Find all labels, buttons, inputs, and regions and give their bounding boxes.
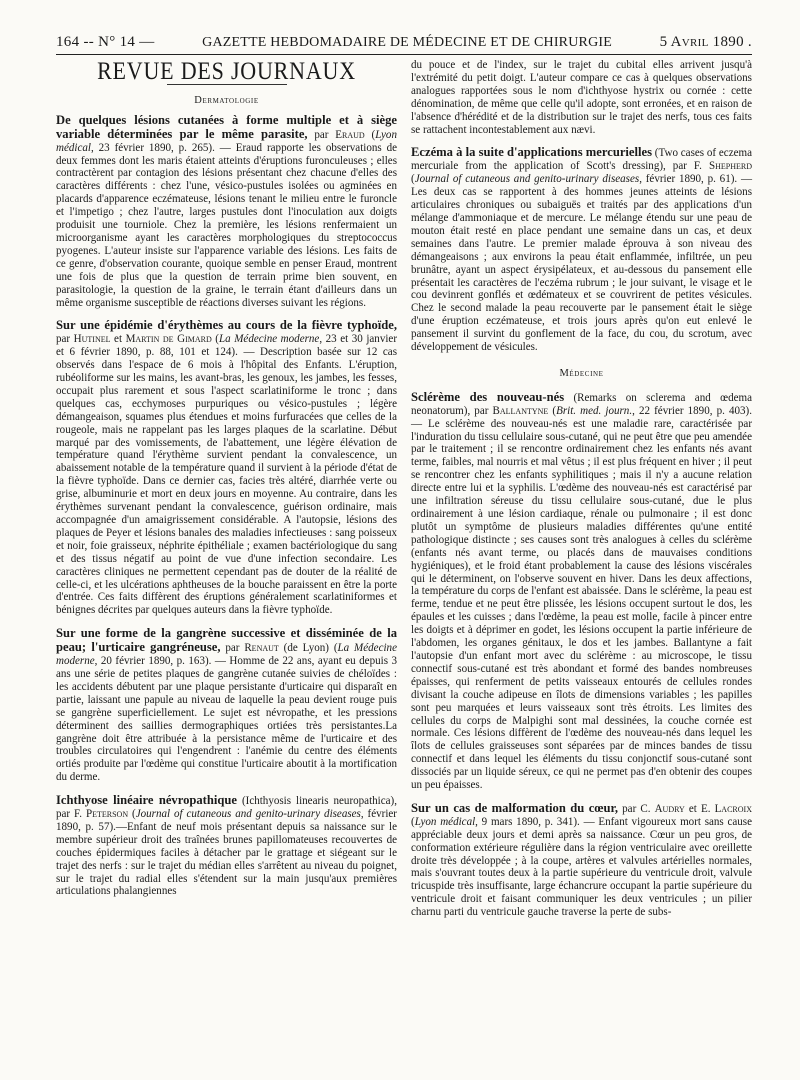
- article-title: Ichthyose linéaire névropathique: [56, 793, 237, 808]
- article-source: Lyon médical: [414, 815, 476, 828]
- source-open: (: [548, 404, 557, 417]
- article-author: Hutinel: [73, 333, 111, 346]
- article-reference: , 22 février 1890, p. 403).: [632, 404, 752, 417]
- article-body: —Enfant de neuf mois présentant depuis sa naissance sur le membre supérieur droit des traînées brunes papillomateuses recouvertes de couches épidermiques faciles à détacher par le grattage et siégeant sur le trajet des nerfs : sur le trajet du médian elles s'arrêtent au niveau du poignet, sur le trajet du radial elles s'étendent sur la main jusqu'aux premières articulations phalangiennes: [56, 820, 397, 898]
- two-column-body: [56, 55, 752, 929]
- article-source: La Médecine moderne: [219, 333, 320, 346]
- article-reference: , février 1890, p. 61).: [639, 173, 738, 186]
- article-body: — Homme de 22 ans, ayant eu depuis 3 ans une série de petites plaques de gangrène cutanée suivies de chéloïdes : les accidents débutent par une plaque persistante d'urticaire qui disparaît en partie, laissant une papule au niveau de laquelle la peau devient rouge puis se gangrène superficiellement. Le sujet est névropathe, et les pressions déterminent des saillies dermographiques ortiées très persistantes.La gangrène doit être attribuée à la persistance même de l'urticaire et des troubles circulatoires qui l'engendrent : l'anémie du centre des éléments ortiés produite par l'œdème qui constitue l'urticaire aboutit à la mortification du derme.: [56, 655, 397, 784]
- article-title: Sur un cas de malformation du cœur,: [411, 800, 619, 815]
- article-renaut: [56, 627, 397, 784]
- article-reference: , février 1890, p. 57).: [56, 808, 397, 833]
- article-ballantyne: [411, 391, 752, 792]
- rubric-dermatologie: Dermatologie: [194, 94, 259, 106]
- article-reference: , 20 février 1890, p. 163).: [94, 655, 212, 668]
- article-body: — Enfant vigoureux mort sans cause appréciable deux jours et demi après sa naissance. Cœur un peu gros, de conformation extérieure régulière dans la région ventriculaire avec oreillette droite très développée ; à la coupe, artères et valvules artérielles normales, mais s'ouvrant toutes deux à la partie supérieure du ventricule droit, valvule tricuspide très insuffisante, large échancrure occupant la partie supérieure du ventricule droit et faisant communiquer les deux ventricules ; un pilier charnu parti du ventricule gauche traverse la perte de subs-: [411, 815, 752, 919]
- source-open: (: [411, 173, 415, 186]
- left-column: [56, 55, 398, 929]
- article-author: Audry: [654, 802, 685, 815]
- article-peterson-continued: [411, 59, 752, 136]
- article-title-note: (Remarks on sclerema and œdema neonatorum), par: [411, 391, 752, 417]
- article-title: Sclérème des nouveau-nés: [411, 389, 565, 404]
- article-body: — Les deux cas se rapportent à des hommes jeunes atteints de lésions articulaires chroniques ou subaiguës et traités par des applications d'un mélange d'ammoniaque et de mercure. Le mélange étendu sur une peau de mouton était resté en place pendant une semaine dans un cas, et deux semaines dans l'autre. Le premier malade éprouva à son niveau des démangeaisons ; aux environs la peau était enflammée, infiltrée, un peu brunâtre, ayant un aspect érysipélateux, et au-dessous du pansement elle présentait les caractères de l'eczéma rubrum ; le jour suivant, le visage et le cou devinrent gonflés et œdémateux et se couvrirent de petites vésicules. Chez le second malade la peau recouverte par le pansement était le siège d'une éruption eczémateuse, et trois jours après qu'on eut enlevé le pansement il survint du gonflement de la face, du cou, du scrotum, avec développement de vésicules.: [411, 173, 752, 354]
- article-title: Eczéma à la suite d'applications mercurielles: [411, 145, 652, 160]
- article-source: Brit. med. journ.: [556, 404, 633, 417]
- article-title: De quelques lésions cutanées à forme multiple et à siège variable déterminées par le même parasite,: [56, 112, 397, 141]
- article-author: Ballantyne: [492, 404, 549, 417]
- source-open: (: [128, 808, 136, 821]
- article-author-2: Martin de Gimard: [125, 333, 212, 346]
- issue-date: 5 Avril 1890 .: [659, 34, 752, 50]
- article-peterson: [56, 794, 397, 898]
- article-by: par C.: [618, 802, 655, 815]
- article-title: Sur une épidémie d'érythèmes au cours de la fièvre typhoïde,: [56, 318, 397, 333]
- journal-title: GAZETTE HEBDOMADAIRE DE MÉDECINE ET DE CHIRURGIE: [202, 35, 612, 50]
- article-title-note: (Two cases of eczema mercuriale from the application of Scott's dressing), par F.: [411, 147, 752, 173]
- article-author-2: Lacroix: [714, 802, 752, 815]
- article-by: par: [56, 333, 74, 346]
- article-source: La Médecine moderne: [56, 642, 397, 668]
- article-reference: , 23 et 30 janvier et 6 février 1890, p. 88, 101 et 124).: [56, 333, 398, 359]
- article-hutinel: [56, 319, 397, 617]
- article-source: Journal of cutaneous and genito-urinary diseases: [414, 173, 640, 186]
- running-head: [56, 34, 752, 55]
- article-source: Lyon médical: [56, 128, 397, 154]
- article-author: Shepherd: [708, 160, 752, 173]
- section-title: REVUE DES JOURNAUX: [97, 55, 356, 85]
- rubric-medecine: Médecine: [559, 367, 604, 379]
- article-title: Sur une forme de la gangrène successive et disséminée de la peau; l'urticaire gangréneuse,: [56, 626, 397, 655]
- article-body: — Description basée sur 12 cas observés dans l'espace de 6 mois à l'hôpital des Enfants. L'éruption, rubéoliforme sur les mains, les avant-bras, les genoux, les jambes, les fesses, occupait plus rarement et sous l'aspect scarlatiniforme le tronc ; dans quelques cas, ecchymoses purpuriques ou vésico-pustules ; légère démangeaison, squames plus étendues et moins furfuracées que celles de la rougeole, mais ne rappelant pas les larges plaques de la scarlatine. Début marqué par des vomissements, de l'abattement, une légère élévation de température quand l'érythème survient pendant la convalescence, un abaissement notable de la température quand il survient à la période d'état de la fièvre typhoïde. Dans ce dernier cas, facies très altéré, diarrhée verte ou grise, albuminurie et mort en deux jours en moyenne. Au contraire, dans les érythèmes survenant pendant la convalescence, guérison ordinaire, mais accompagnée d'un amaigrissement considérable. A l'autopsie, lésions des plaques de Peyer et lésions banales des maladies infectieuses : sang poisseux et noir, foie graisseux, néphrite épithéliale ; examen bactériologique du sang et des tissus négatif au point de vue d'une infection secondaire. Les caractères cliniques ne permettent cependant pas de douter de la réalité de celle-ci, et les ulcérations aphtheuses de la bouche paraissent en être la porte d'entrée. Ces faits diffèrent des éruptions généralement scarlatiniformes et bénignes décrites par quelques auteurs dans la fièvre typhoïde.: [56, 346, 398, 617]
- article-shepherd: [411, 146, 752, 354]
- article-author: Renaut: [244, 642, 279, 655]
- article-body: — Le sclérème des nouveau-nés est une maladie rare, caractérisée par l'induration du tissu cellulaire sous-cutané, qui ne peut être que peu amendée par le traitement ; il se rencontre ordinairement chez les enfants nés avant terme, faibles, mal nourris et mal vêtus ; il est plus fréquent en hiver ; il peut se rencontrer chez les enfants syphilitiques ; mais il n'y a aucune relation directe entre lui et la syphilis. L'œdème des nouveau-nés est caractérisé par une infiltration séreuse du tissu cellulaire sous-cutané, due le plus ordinairement à une lésion cardiaque, rénale ou pulmonaire ; il est donc plutôt un symptôme de plusieurs maladies différentes qu'une entité pathologique distincte ; ses causes sont très analogues à celles du sclérème (enfants nés avant terme, ou placés dans de mauvaises conditions hygiéniques), et le froid étant probablement la cause des lésions viscérales qui le déterminent, on l'observe souvent en hiver. Dans les deux affections, la température du corps de l'enfant est abaissée. Dans le sclérème, la peau est ferme, tendue et ne peut être plissée, les lésions occupent surtout le dos, les épaules et les cuisses ; dans l'œdème, la peau est molle, facile à pincer entre les doigts et à déprimer en godet, les lésions occupent la partie inférieure de l'abdomen, les organes génitaux, le dos et les jambes. Ballantyne a fait l'autopsie d'un enfant mort avec du sclérème : au microscope, le tissu connectif sous-cutané est très abondant et formé des bandes nombreuses épaisses, qui renferment de petits vaisseaux entourés de cellules rondes divisant la couche adipeuse en îlots de dimensions variables ; les papilles sont peu marquées et leurs vaisseaux sont très étroits. Les limites des cellules du corps de Malpighi sont mal dessinées, la couche cornée est normale. Ces lésions diffèrent de l'œdème des nouveau-nés dans lequel les îlots de cellules graisseuses sont séparées par de minces bandes de tissu connectif et dans lequel les éléments du tissu conjonctif sous-cutané sont dissociés par un liquide séreux, ce qui ne permet pas d'en obtenir des coupes un peu épaisses.: [411, 417, 752, 792]
- article-source: Journal of cutaneous and genito-urinary diseases: [135, 808, 361, 821]
- article-reference: , 23 février 1890, p. 265).: [90, 141, 215, 154]
- article-affiliation: (de Lyon) (: [278, 642, 338, 655]
- source-open: (: [211, 333, 219, 346]
- article-by: par: [220, 642, 245, 655]
- article-eraud: [56, 114, 397, 310]
- right-column: [411, 59, 752, 929]
- article-author: Peterson: [85, 808, 129, 821]
- article-body: — Eraud rapporte les observations de deux femmes dont les maris étaient atteints d'éruptions furonculeuses ; elles contractèrent par contagion des lésions présentant chez chacune d'elles des caractères différents : chez l'une, vésico-pustules isolées ou agminées en placards d'apparence eczémateuse, lésions tenant le milieu entre le furoncle et l'impetigo ; chez l'autre, larges pustules dont l'inoculation aux doigts produisit une tourniole. Chez la première, les lésions renfermaient un microorganisme ayant les caractères morphologiques du streptococcus pyogenes. L'auteur insiste sur l'apparence variable des lésions. Les faits de ce genre, d'observation courante, quoique semble en penser Eraud, montrent une fois de plus que la question de terrain prime bien souvent, en parasitologie, la question de la graine, le terrain étant d'ailleurs dans un même organisme susceptible de réactions diverses suivant les régions.: [56, 141, 397, 309]
- source-open: (: [411, 815, 415, 828]
- source-open: (: [364, 128, 376, 141]
- article-body-continued: du pouce et de l'index, sur le trajet du cubital elles arrivent jusqu'à l'extrémité du petit doigt. L'auteur compare ce cas à quelques observations analogues rapportées sous le nom d'ichthyose hystrix ou cornée : cette dénomination, de même que celle qu'il adopte, sont erronées, et en raison de l'absence d'hérédité et de la distribution sur le trajet des nerfs, tous ces faits se rattachent incontestablement aux nævi.: [411, 59, 752, 136]
- article-reference: , 9 mars 1890, p. 341).: [475, 815, 580, 828]
- article-and: et E.: [684, 802, 715, 815]
- page-number: 164 -- N° 14 —: [56, 34, 155, 50]
- article-audry: [411, 802, 752, 919]
- article-and: et: [110, 333, 126, 346]
- article-by: par: [307, 128, 336, 141]
- article-title-note: (Ichthyosis linearis neuropathica), par F.: [56, 795, 397, 821]
- article-author: Eraud: [335, 128, 365, 141]
